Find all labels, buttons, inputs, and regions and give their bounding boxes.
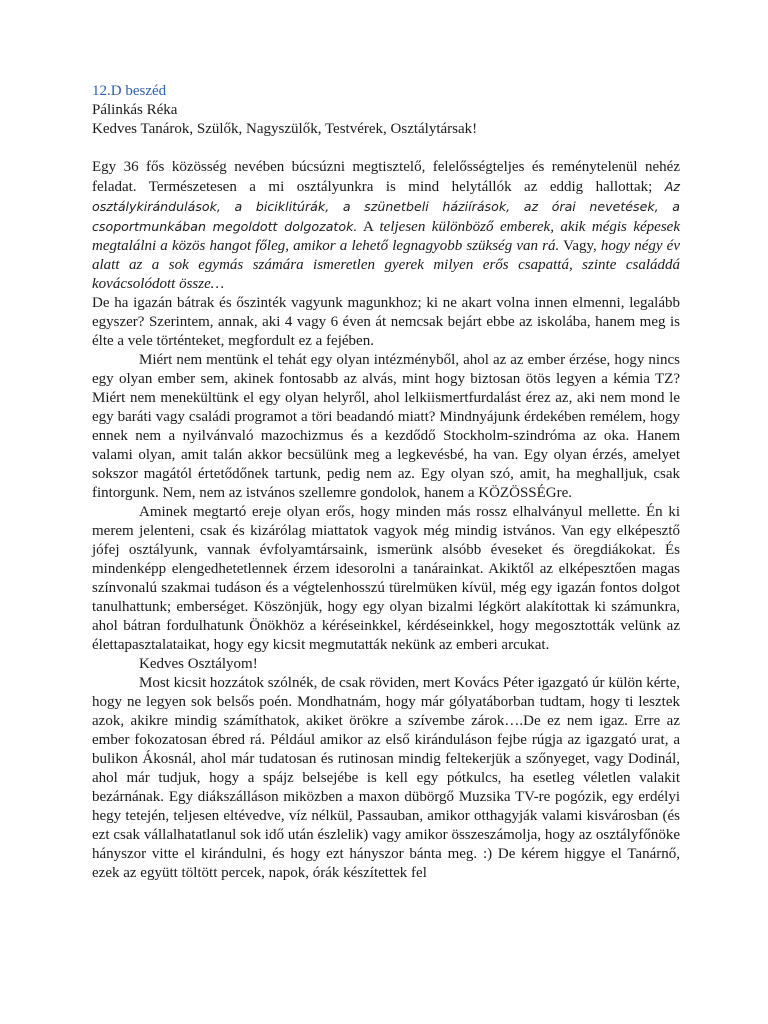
paragraph-gap [92,139,680,158]
paragraph-3: Miért nem mentünk el tehát egy olyan intézményből, ahol az az ember érzése, hogy nincs egy olyan ember sem, akinek fontosabb az alvás, mint hogy biztosan ötös legyen a kémia TZ? Miért nem menekültünk el egy olyan helyről, ahol lelkiismertfurdalást érez az, aki nem mond le egy baráti vagy családi programot a töri beadandó miatt? Mindnyájunk érdekében remélem, hogy ennek nem a nyilvánvaló mazochizmus és a kezdődő Stockholm-szindróma az oka. Hanem valami olyan, amit talán akkor becsülünk meg a legkevésbé, ha van. Egy olyan érzés, amelyet sokszor magától értetődőnek tartunk, pedig nem az. Egy olyan szó, amit, ha meghalljuk, csak fintorgunk. Nem, nem az istvános szellemre gondolok, hanem a KÖZÖSSÉGre. [92,352,680,501]
document-page [92,82,680,883]
paragraph-1 [92,158,680,294]
paragraph-2: De ha igazán bátrak és őszinték vagyunk magunkhoz; ki ne akart volna innen elmenni, legalább egyszer? Szerintem, annak, aki 4 vagy 6 éven át nemcsak bejárt ebbe az iskolába, hanem meg is élte a vele történteket, megfordult ez a fejében. [92,295,680,349]
paragraph-6: Most kicsit hozzátok szólnék, de csak röviden, mert Kovács Péter igazgató úr külön kérte, hogy ne legyen sok belsős poén. Mondhatnám, hogy már gólyatáborban tudtam, hogy ti lesztek azok, akikre mindig számíthatok, akiket örökre a szívembe zárok….De ez nem igaz. Erre az ember fokozatosan ébred rá. Például amikor az első kiránduláson fejbe rúgja az igazgató urat, a bulikon Ákosnál, ahol már tudatosan és rutinosan mindig feltekerjük a szőnyeget, vagy Dodinál, ahol már tudjuk, hogy a spájz belsejébe is kell egy pótkulcs, ha esetleg véletlen valakit bezárnának. Egy diákszálláson miközben a maxon dübörgő Muzsika TV-re pogózik, egy erdélyi hegy tetején, teljesen eltévedve, víz nélkül, Passauban, amikor otthagyják valami kisvárosban (és ezt csak vállalhatatlanul sok idő után észlelik) vagy amikor összeszámolja, hogy az osztályfőnöke hányszor vitte el kirándulni, és hogy ezt hányszor bánta meg. :) De kérem higgye el Tanárnő, ezek az együtt töltött percek, napok, órák készítettek fel [92,675,680,881]
paragraph-1-italic-list: Az osztálykirándulások, a biciklitúrák, a szünetbeli háziírások, az órai nevetések, a csoportmunkában megoldott dolgozatok. [92,179,680,234]
paragraph-1-italic-people: teljesen különböző emberek, akik mégis képesek megtalálni a közös hangot főleg, amikor a lehető legnagyobb szükség van rá. [92,219,680,254]
paragraph-1-italic-team: hogy négy év alatt az a sok egymás számára ismeretlen gyerek milyen erős csapattá, szinte családdá kovácsolódott össze… [92,238,680,292]
salutation: Kedves Tanárok, Szülők, Nagyszülők, Testvérek, Osztálytársak! [92,121,478,137]
paragraph-4: Aminek megtartó ereje olyan erős, hogy minden más rossz elhalványul mellette. Én ki merem jelenteni, csak és kizárólag miattatok vagyok még mindig istvános. Van egy elképesztő jófej osztályunk, vannak évfolyamtársaink, ismerünk alsóbb éveseket és öregdiákokat. És mindenképp elengedhetetlennek érzem idesorolni a tanárainkat. Akiktől az elképesztően magas színvonalú szakmai tudáson és a végtelenhosszú türelmüken kívül, még egy igazán fontos dolgot tanulhattunk; emberséget. Köszönjük, hogy egy olyan bizalmi légkört alakítottak ki számunkra, ahol bátran fordulhatunk Önökhöz a kéréseinkkel, kérdéseinkkel, hogy megosztották velünk az élettapasztalataikat, hogy egy kicsit megmutatták nekünk az emberi arcukat. [92,504,680,653]
paragraph-1-part-c: A [357,219,380,235]
paragraph-1-part-a: Egy 36 fős közösség nevében búcsúzni megtisztelő, felelősségteljes és reménytelenül nehéz feladat. Természetesen a mi osztályunkra is mind helytállók az eddig hallottak; [92,159,680,195]
document-heading: 12.D beszéd [92,83,167,99]
paragraph-1-part-e: Vagy, [559,238,601,254]
paragraph-5: Kedves Osztályom! [139,656,258,672]
author-name: Pálinkás Réka [92,102,178,118]
